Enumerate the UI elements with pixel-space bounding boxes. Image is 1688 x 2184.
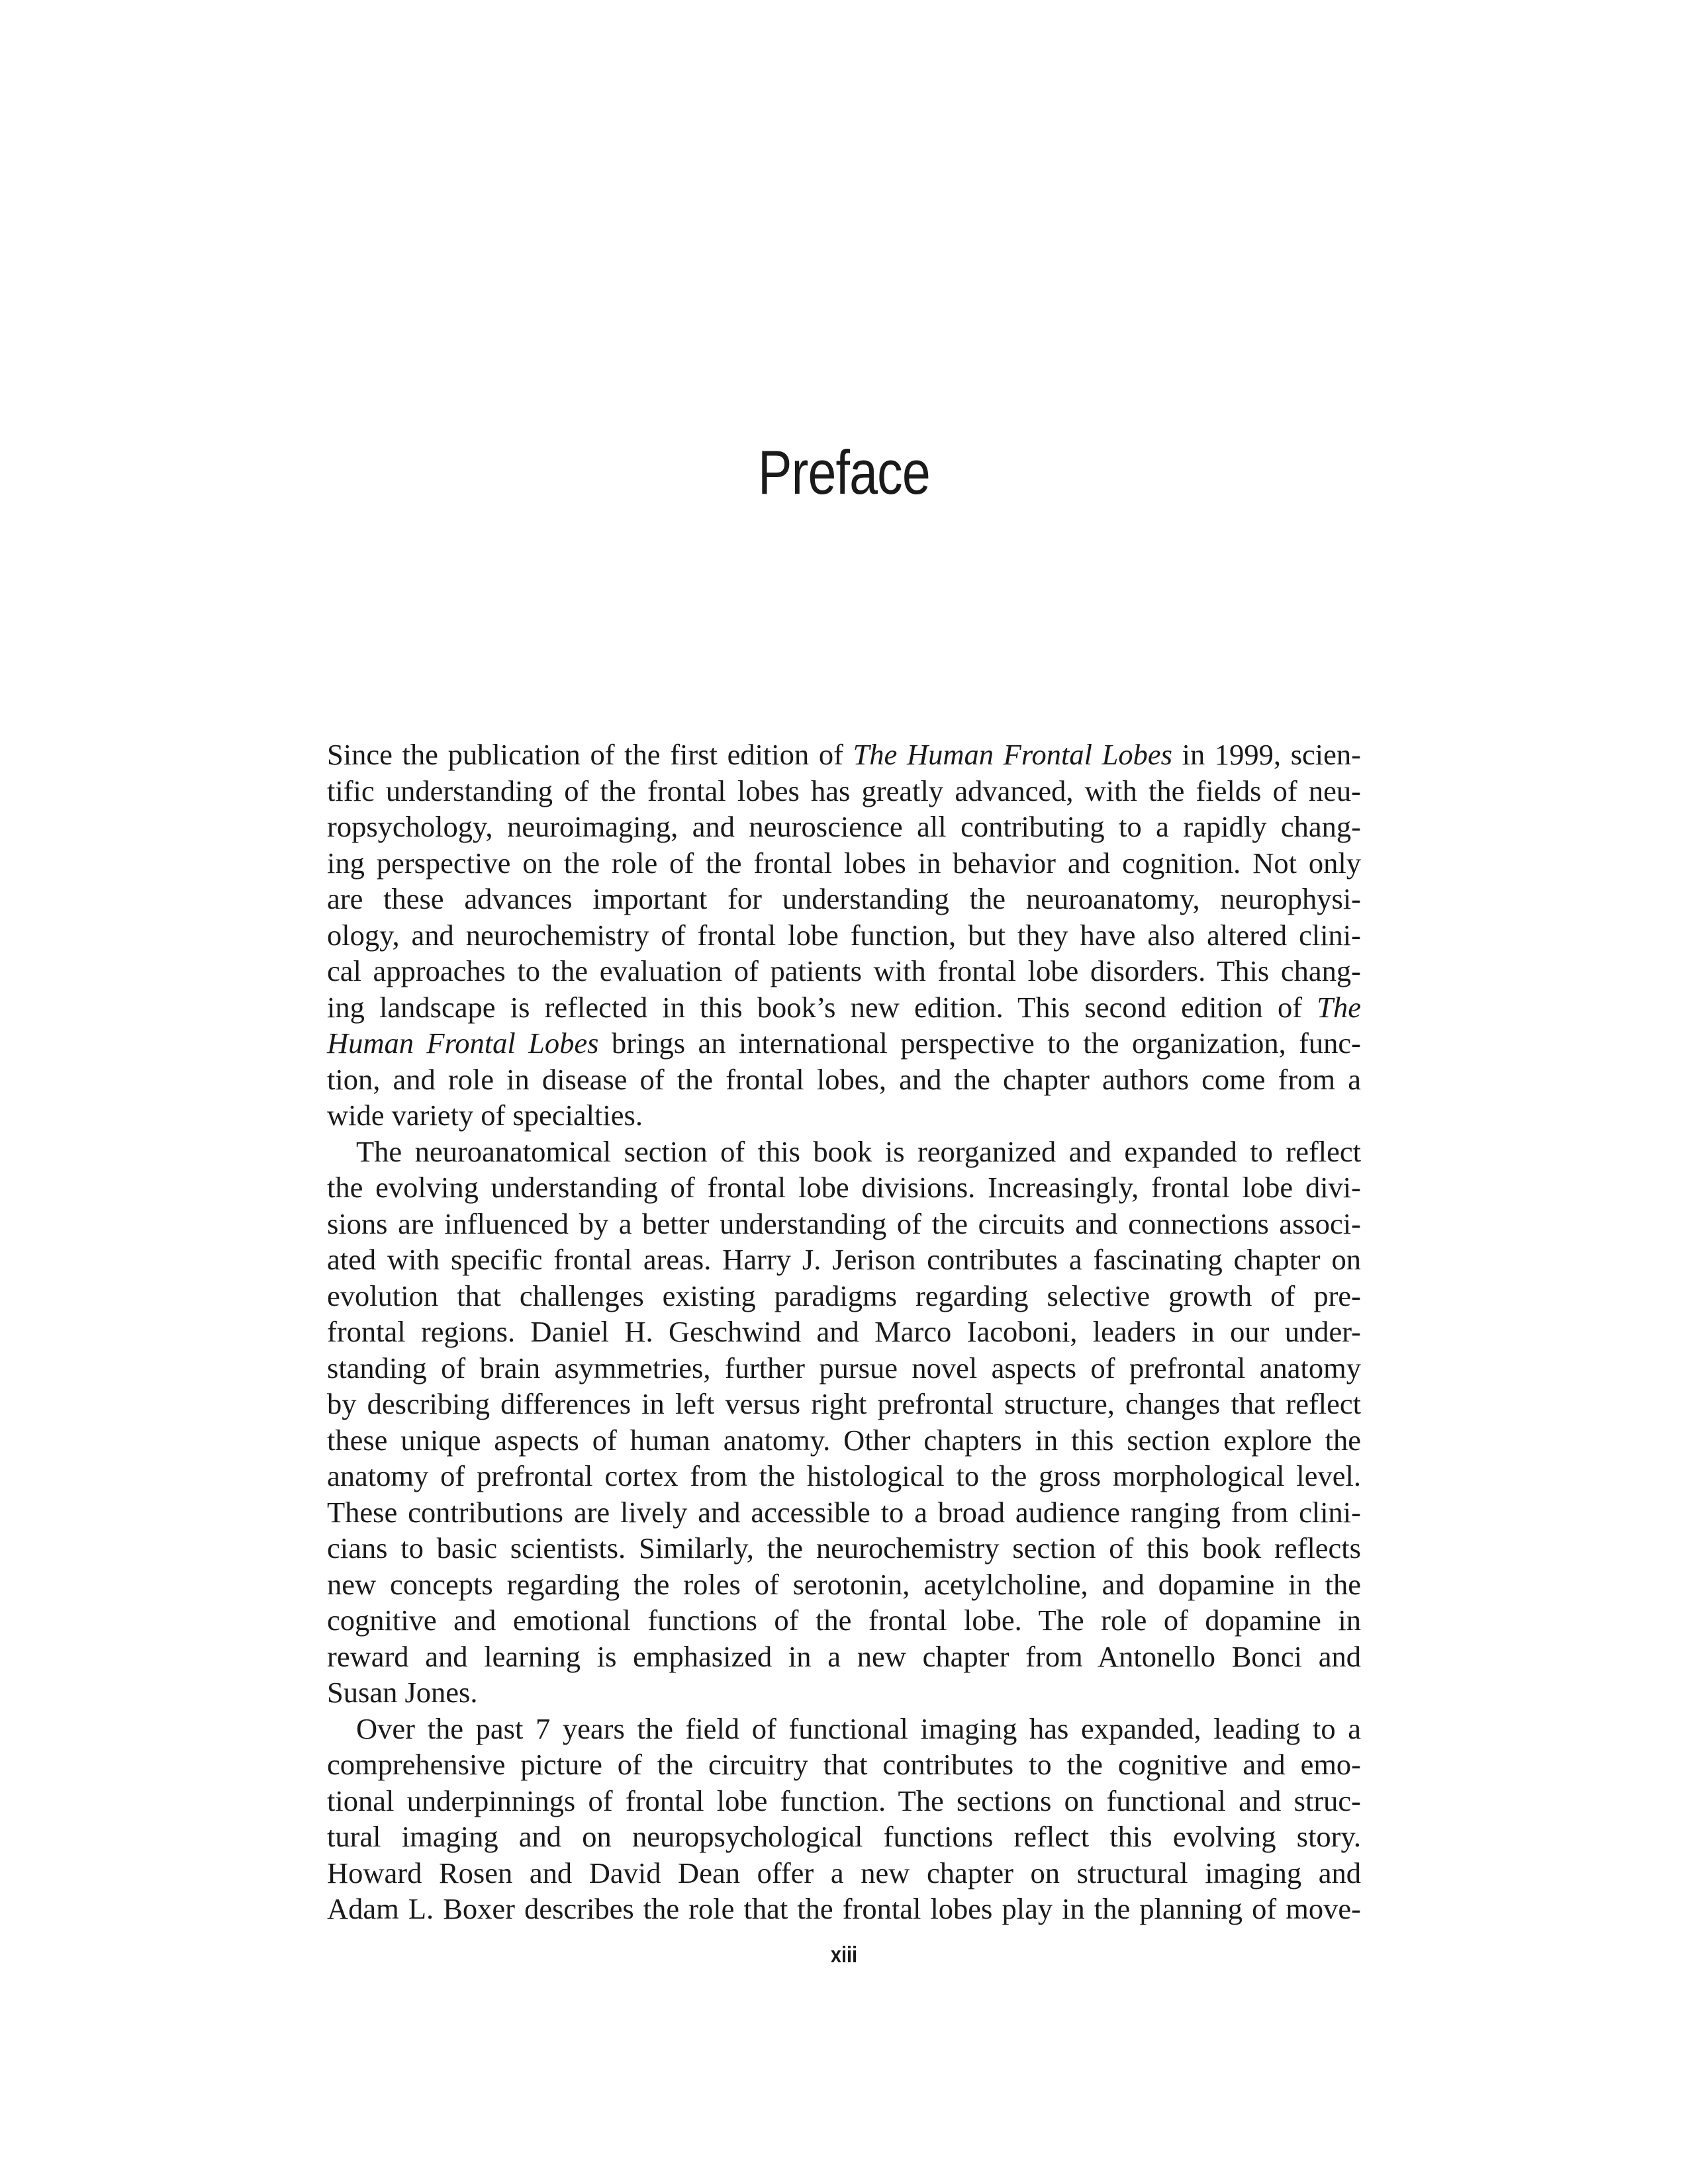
text-segment: tion, and role in disease of the frontal lobes, and the chapter authors come from a [327, 1062, 1361, 1096]
text-line [327, 1386, 1361, 1422]
text-line [327, 1134, 1361, 1170]
text-line [327, 917, 1361, 954]
paragraph [327, 1134, 1361, 1711]
text-segment: Susan Jones. [327, 1676, 478, 1709]
text-line [327, 1530, 1361, 1567]
preface-body [327, 737, 1361, 1927]
text-line [327, 1062, 1361, 1098]
text-line [327, 1711, 1361, 1747]
text-segment: ing perspective on the role of the frontal lobes in behavior and cognition. Not only [327, 846, 1361, 880]
text-line [327, 953, 1361, 989]
text-segment: cians to basic scientists. Similarly, the neurochemistry section of this book reflects [327, 1531, 1361, 1565]
text-line [327, 1206, 1361, 1242]
text-line [327, 1891, 1361, 1927]
text-segment: these unique aspects of human anatomy. Other chapters in this section explore the [327, 1423, 1361, 1457]
text-line [327, 1639, 1361, 1675]
text-segment: sions are influenced by a better understanding of the circuits and connections associ- [327, 1206, 1361, 1240]
text-line [327, 881, 1361, 917]
text-segment: ated with specific frontal areas. Harry J. Jerison contributes a fascinating chapter on [327, 1243, 1361, 1276]
paragraph [327, 1711, 1361, 1927]
text-segment: brings an international perspective to the organization, func- [598, 1026, 1361, 1060]
text-segment: tional underpinnings of frontal lobe function. The sections on functional and struc- [327, 1784, 1361, 1817]
text-segment: ing landscape is reflected in this book’s new edition. This second edition of [327, 990, 1317, 1024]
text-line [327, 1458, 1361, 1494]
text-segment: new concepts regarding the roles of serotonin, acetylcholine, and dopamine in the [327, 1567, 1361, 1601]
text-segment: Over the past 7 years the field of functional imaging has expanded, leading to a [356, 1711, 1361, 1745]
text-line [327, 773, 1361, 809]
text-line [327, 1097, 1361, 1134]
page-title: Preface [758, 437, 930, 507]
text-line [327, 1674, 1361, 1711]
text-segment: cognitive and emotional functions of the frontal lobe. The role of dopamine in [327, 1604, 1361, 1637]
text-segment: ropsychology, neuroimaging, and neuroscience all contributing to a rapidly chang- [327, 810, 1361, 843]
text-line [327, 1350, 1361, 1387]
text-line [327, 1278, 1361, 1314]
text-segment: Adam L. Boxer describes the role that the frontal lobes play in the planning of move- [327, 1892, 1361, 1925]
text-line [327, 845, 1361, 882]
text-segment: Since the publication of the first edition of [327, 738, 853, 771]
text-segment: Howard Rosen and David Dean offer a new chapter on structural imaging and [327, 1856, 1361, 1889]
text-line [327, 1819, 1361, 1855]
text-segment: frontal regions. Daniel H. Geschwind and Marco Iacoboni, leaders in our under- [327, 1315, 1361, 1348]
text-line [327, 1025, 1361, 1062]
text-segment: the evolving understanding of frontal lobe divisions. Increasingly, frontal lobe divi- [327, 1171, 1361, 1204]
text-line [327, 1747, 1361, 1783]
text-segment: by describing differences in left versus right prefrontal structure, changes that reflect [327, 1387, 1361, 1420]
text-segment: tural imaging and on neuropsychological functions reflect this evolving story. [327, 1820, 1361, 1853]
italic-title-segment: Human Frontal Lobes [327, 1026, 599, 1060]
text-line [327, 1602, 1361, 1639]
text-line [327, 1242, 1361, 1278]
text-line [327, 737, 1361, 773]
page-number: xiii [830, 1942, 858, 1968]
text-segment: evolution that challenges existing paradigms regarding selective growth of pre- [327, 1279, 1361, 1312]
text-segment: reward and learning is emphasized in a new chapter from Antonello Bonci and [327, 1639, 1361, 1673]
text-segment: comprehensive picture of the circuitry that contributes to the cognitive and emo- [327, 1748, 1361, 1781]
text-line [327, 1169, 1361, 1206]
text-segment: ology, and neurochemistry of frontal lobe function, but they have also altered clini- [327, 918, 1361, 952]
text-line [327, 1494, 1361, 1531]
text-segment: cal approaches to the evaluation of patients with frontal lobe disorders. This chang- [327, 954, 1361, 987]
text-line [327, 989, 1361, 1026]
text-segment: in 1999, scien- [1172, 738, 1361, 771]
text-line [327, 1783, 1361, 1819]
text-line [327, 1855, 1361, 1891]
text-segment: standing of brain asymmetries, further pursue novel aspects of prefrontal anatomy [327, 1351, 1361, 1385]
text-segment: The neuroanatomical section of this book is reorganized and expanded to reflect [356, 1134, 1361, 1168]
italic-title-segment: The Human Frontal Lobes [853, 738, 1172, 771]
text-line [327, 1567, 1361, 1603]
text-segment: anatomy of prefrontal cortex from the histological to the gross morphological level. [327, 1459, 1361, 1492]
text-segment: wide variety of specialties. [327, 1099, 643, 1132]
text-line [327, 1422, 1361, 1459]
text-segment: These contributions are lively and accessible to a broad audience ranging from clini- [327, 1495, 1361, 1529]
italic-title-segment: The [1317, 990, 1361, 1024]
text-segment: are these advances important for understanding the neuroanatomy, neurophysi- [327, 882, 1361, 915]
paragraph [327, 737, 1361, 1134]
text-segment: tific understanding of the frontal lobes has greatly advanced, with the fields of neu- [327, 774, 1361, 807]
text-line [327, 1314, 1361, 1350]
text-line [327, 809, 1361, 845]
